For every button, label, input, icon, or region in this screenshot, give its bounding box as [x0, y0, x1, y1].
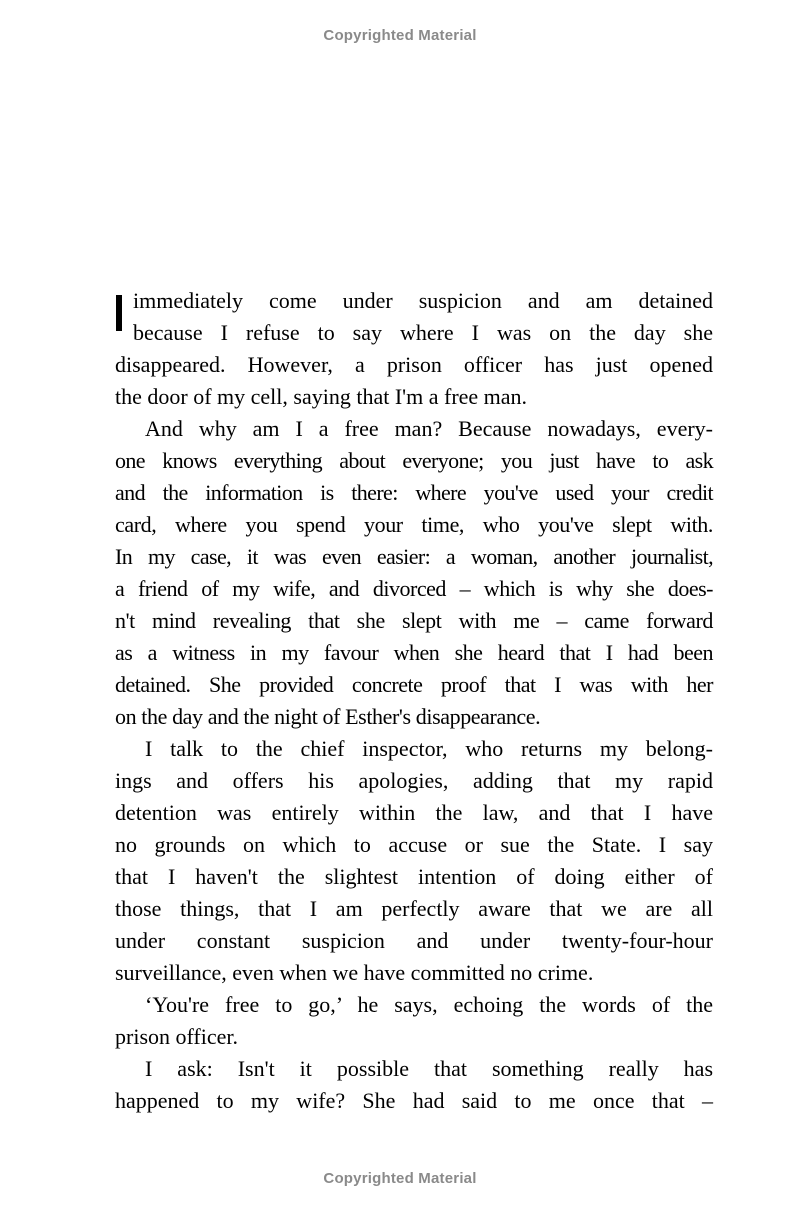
text-line: immediately come under suspicion and am detained [133, 288, 713, 313]
body-text [115, 285, 713, 1117]
text-line: detained. She provided concrete proof that I was with her [115, 672, 713, 697]
text-line: ings and offers his apologies, adding that my rapid [115, 768, 713, 793]
text-line: no grounds on which to accuse or sue the State. I say [115, 832, 713, 857]
text-line: n't mind revealing that she slept with me – came forward [115, 608, 713, 633]
text-line: disappeared. However, a prison officer has just opened [115, 352, 713, 377]
text-line: as a witness in my favour when she heard that I had been [115, 640, 713, 665]
text-line: one knows everything about everyone; you just have to ask [115, 448, 713, 473]
text-line: those things, that I am perfectly aware that we are all [115, 896, 713, 921]
text-line: prison officer. [115, 1024, 239, 1049]
text-line: under constant suspicion and under twenty-four-hour [115, 928, 713, 953]
text-line: because I refuse to say where I was on the day she [133, 320, 713, 345]
text-line: surveillance, even when we have committed no crime. [115, 960, 594, 985]
text-line: ‘You're free to go,’ he says, echoing the words of the [145, 992, 713, 1017]
text-line: I talk to the chief inspector, who returns my belong- [145, 736, 713, 761]
text-line: I ask: Isn't it possible that something really has [145, 1056, 713, 1081]
copyright-watermark-bottom: Copyrighted Material [323, 1170, 477, 1187]
text-line: detention was entirely within the law, and that I have [115, 800, 713, 825]
text-line: happened to my wife? She had said to me once that – [115, 1088, 713, 1113]
text-line: And why am I a free man? Because nowadays, every- [145, 416, 713, 441]
text-line: In my case, it was even easier: a woman, another journalist, [115, 544, 713, 569]
text-line: on the day and the night of Esther's disappearance. [115, 704, 541, 729]
text-line: card, where you spend your time, who you've slept with. [115, 512, 713, 537]
text-line: that I haven't the slightest intention of doing either of [115, 864, 713, 889]
text-line: the door of my cell, saying that I'm a free man. [115, 384, 528, 409]
text-line: and the information is there: where you've used your credit [115, 480, 713, 505]
copyright-watermark-top: Copyrighted Material [323, 27, 477, 44]
text-line: a friend of my wife, and divorced – which is why she does- [115, 576, 713, 601]
